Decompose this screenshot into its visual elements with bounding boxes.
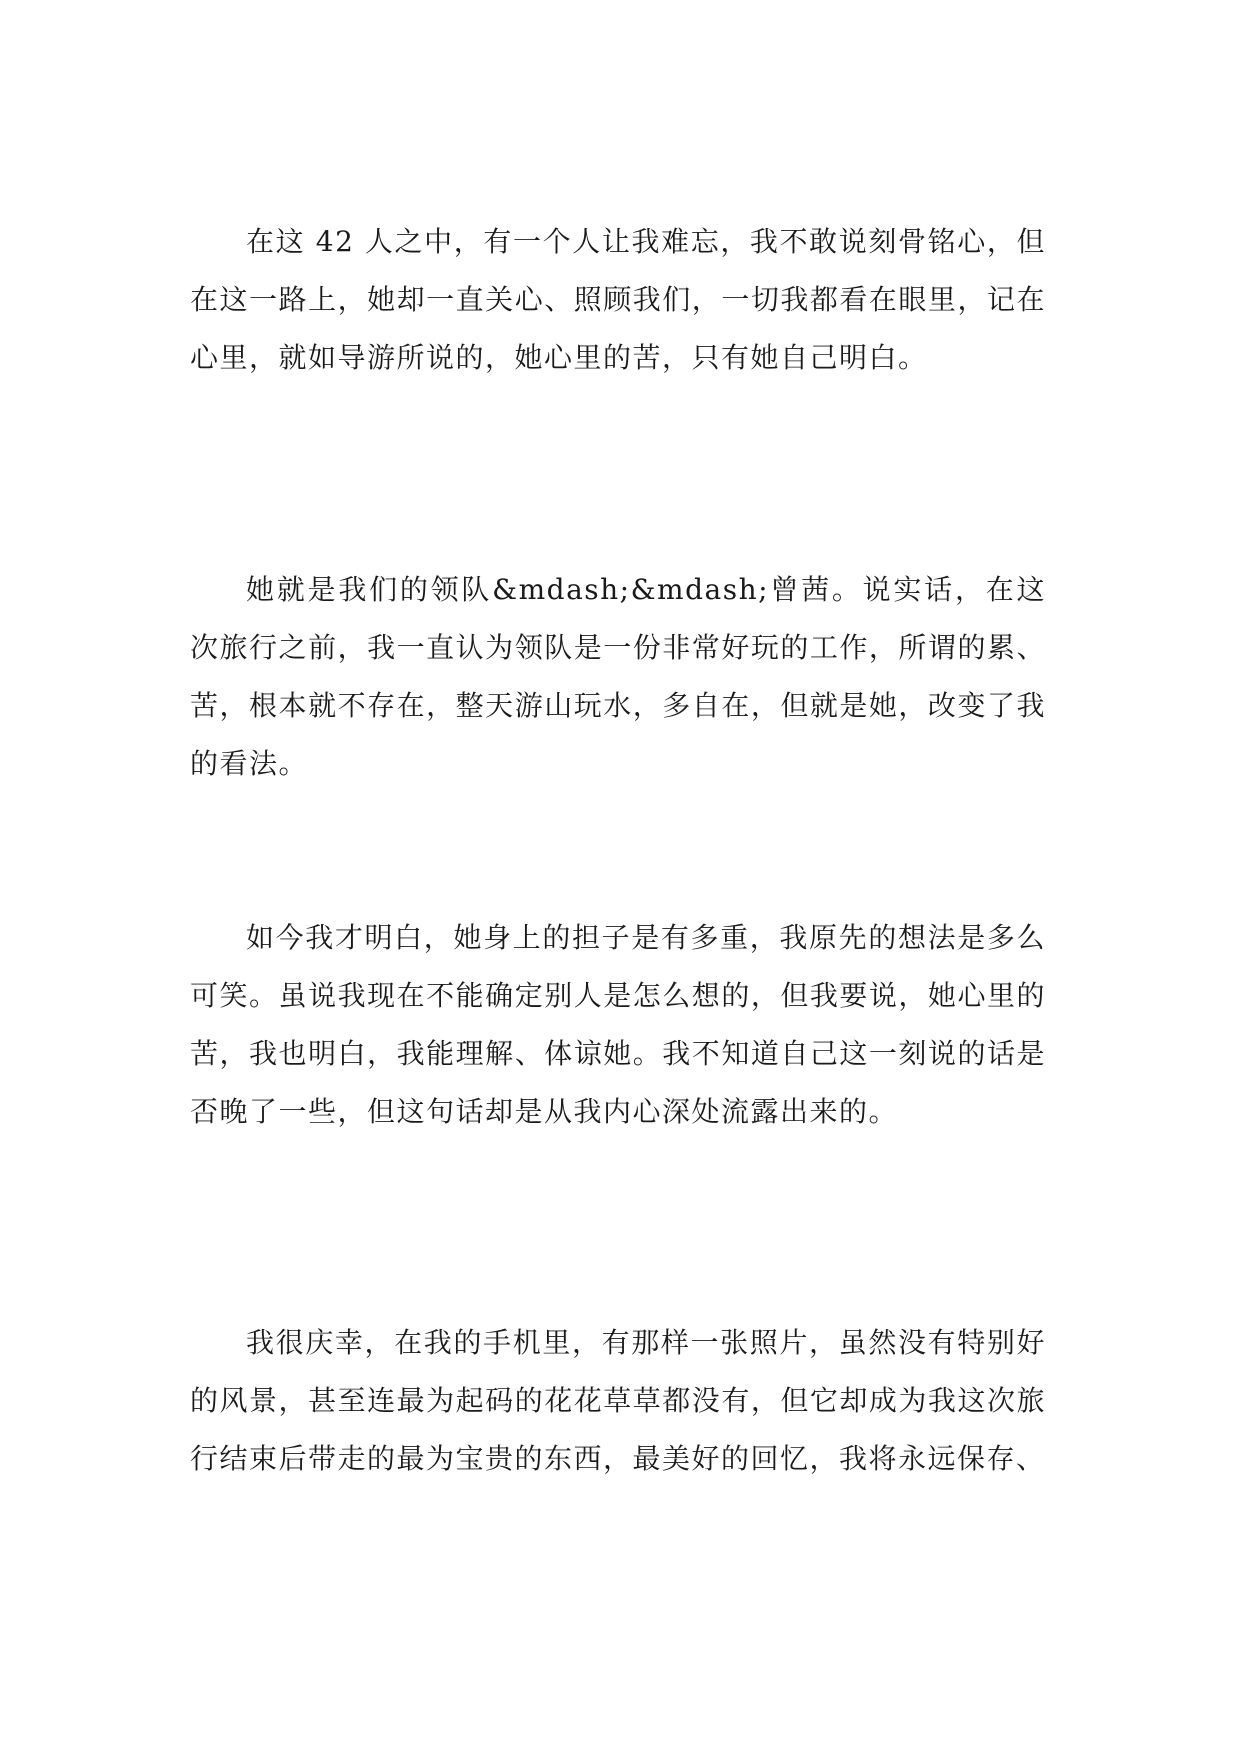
paragraph-4: 我很庆幸，在我的手机里，有那样一张照片，虽然没有特别好的风景，甚至连最为起码的花花草草都没有，但它却成为我这次旅行结束后带走的最为宝贵的东西，最美好的回忆，我将永远保存、 [190,1326,1046,1475]
paragraph-3: 如今我才明白，她身上的担子是有多重，我原先的想法是多么可笑。虽说我现在不能确定别人是怎么想的，但我要说，她心里的苦，我也明白，我能理解、体谅她。我不知道自己这一刻说的话是否晚了一些，但这句话却是从我内心深处流露出来的。 [190,921,1046,1128]
paragraph-1: 在这 42 人之中，有一个人让我难忘，我不敢说刻骨铭心，但在这一路上，她却一直关心、照顾我们，一切我都看在眼里，记在心里，就如导游所说的，她心里的苦，只有她自己明白。 [190,225,1046,374]
paragraph-2: 她就是我们的领队&mdash;&mdash;曾茜。说实话，在这次旅行之前，我一直认为领队是一份非常好玩的工作，所谓的累、苦，根本就不存在，整天游山玩水，多自在，但就是她，改变了我的看法。 [190,573,1046,780]
